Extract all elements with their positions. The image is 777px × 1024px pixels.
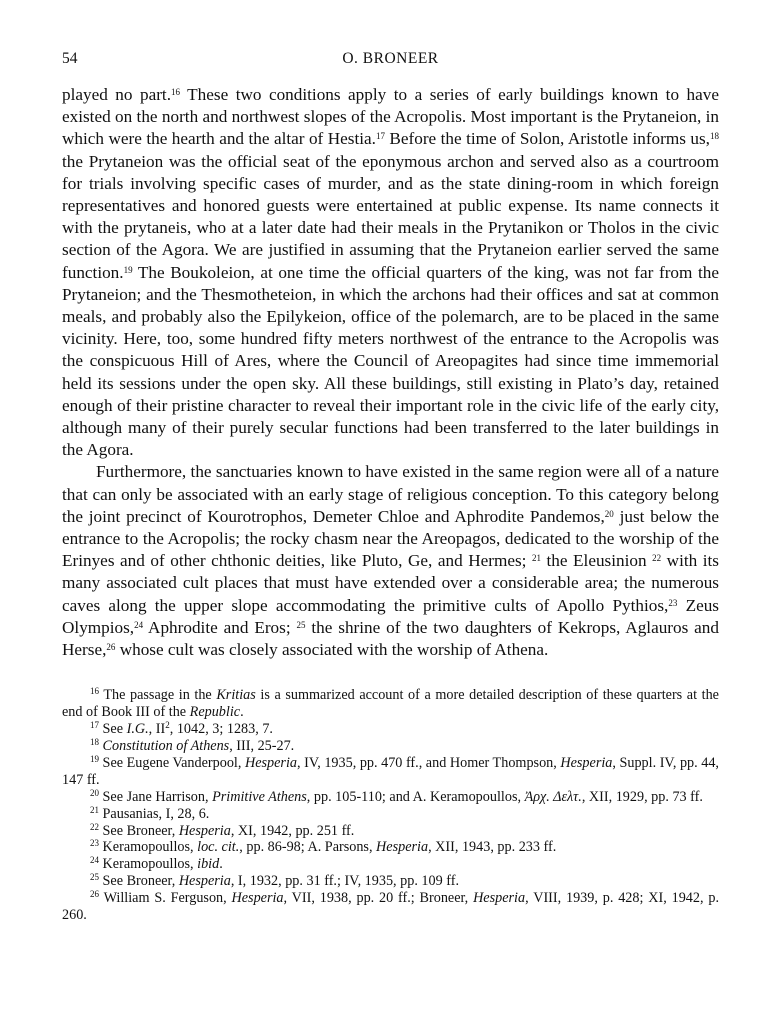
footnote-18 (62, 738, 719, 755)
text-run: is a summarized account of a more detailed description of these quarters at the end of Book III of the (62, 687, 719, 721)
italic-text: Ἀρχ. Δελτ. (524, 788, 582, 805)
italic-text: Hesperia (560, 754, 613, 771)
footnote-ref: 19 (123, 264, 133, 275)
italic-text: Hesperia (231, 890, 284, 907)
footnote-25 (62, 873, 719, 890)
paragraph-1 (62, 84, 719, 461)
footnote-number: 21 (90, 804, 99, 815)
footnote-ref: 17 (375, 131, 385, 142)
footnote-number: 16 (90, 686, 99, 697)
running-head (62, 50, 719, 74)
footnote-ref: 26 (106, 642, 116, 653)
italic-text: Kritias (216, 687, 256, 704)
footnote-ref: 20 (604, 508, 614, 519)
text-run: . (219, 856, 223, 873)
text-run: The passage in the (99, 687, 217, 704)
text-run: , XII, 1929, pp. 73 ff. (581, 788, 703, 805)
footnote-26 (62, 890, 719, 924)
footnote-number: 24 (90, 855, 99, 866)
text-run: See Jane Harrison, (99, 788, 213, 805)
footnote-ref: 24 (134, 619, 144, 630)
italic-text: I.G. (126, 721, 149, 738)
text-run: , III, 25-27. (229, 738, 295, 754)
footnote-ref: 16 (171, 87, 180, 98)
text-run: William S. Ferguson, (99, 890, 232, 907)
footnote-number: 18 (90, 737, 99, 748)
footnote-ref: 22 (652, 553, 662, 564)
footnote-number: 19 (90, 753, 99, 764)
text-run: Keramopoullos, (99, 856, 198, 873)
footnote-19 (62, 755, 719, 789)
footnotes (62, 687, 719, 924)
footnote-17 (62, 721, 719, 738)
italic-text: Hesperia (178, 822, 231, 839)
text-run: , XI, 1942, pp. 251 ff. (230, 822, 355, 839)
footnote-ref: 25 (296, 619, 306, 630)
text-run: , XII, 1943, pp. 233 ff. (428, 839, 557, 856)
text-run: , I, 1932, pp. 31 ff.; IV, 1935, pp. 109 ff. (230, 873, 460, 890)
text-run: Zeus Olympios, (62, 595, 719, 637)
footnote-16 (62, 687, 719, 721)
text-run: Before the time of Solon, Aristotle informs us, (384, 129, 710, 149)
text-run: the Prytaneion was the official seat of the eponymous archon and served also as a courtroom for trials involving specific cases of murder, and as the state dining-room in which foreign representatives and honored guests were entertained at public expense. Its name connects it with the prytaneis, who at a later date had their meals in the Prytanikon or Tholos in the civic section of the Agora. We are justified in assuming that the Prytaneion earlier served the same function. (62, 151, 719, 282)
text-run: , pp. 86-98; A. Parsons, (239, 839, 377, 856)
text-run: just below the entrance to the Acropolis; the rocky chasm near the Areopagos, dedicated to the worship of the Erinyes and of other chthonic deities, like Pluto, Ge, and Hermes; (62, 506, 719, 571)
text-run: See Broneer, (99, 873, 179, 890)
text-run: See (99, 721, 127, 738)
text-run: , VIII, 1939, p. 428; XI, 1942, p. 260. (62, 890, 719, 924)
footnote-number: 17 (90, 720, 99, 731)
footnote-number: 22 (90, 821, 99, 832)
italic-text: Hesperia (473, 890, 526, 907)
italic-text: Hesperia (244, 754, 297, 771)
paragraph-2 (62, 461, 719, 661)
text-run: , 1042, 3; 1283, 7. (169, 721, 273, 738)
italic-text: Primitive Athens (212, 788, 307, 805)
text-run: See Broneer, (99, 822, 179, 839)
body-text (62, 84, 719, 661)
text-run: Keramopoullos, (99, 839, 198, 856)
text-run: Furthermore, the sanctuaries known to have existed in the same region were all of a nature that can only be associated with an early stage of religious conception. To this category belong the joint precinct of Kourotrophos, Demeter Chloe and Aphrodite Pandemos, (62, 462, 719, 526)
footnote-number: 20 (90, 787, 99, 798)
italic-text: ibid (197, 856, 220, 873)
text-run: Aphrodite and Eros; (143, 617, 297, 637)
footnote-24 (62, 856, 719, 873)
italic-text: Hesperia (376, 839, 429, 856)
text-run: , pp. 105-110; and A. Keramopoullos, (306, 788, 525, 805)
text-run: These two conditions apply to a series of early buildings known to have existed on the north and northwest slopes of the Acropolis. Most important is the Prytaneion, in which were the hearth and the altar of Hestia. (62, 85, 719, 149)
text-run: whose cult was closely associated with the worship of Athena. (115, 640, 549, 660)
footnote-number: 23 (90, 838, 99, 849)
text-run: , II (148, 721, 166, 738)
text-run: Pausanias, I, 28, 6. (99, 805, 210, 822)
text-run: . (240, 704, 244, 721)
footnote-23 (62, 839, 719, 856)
footnote-ref: 21 (531, 553, 541, 564)
footnote-20 (62, 789, 719, 806)
italic-text: Hesperia (178, 873, 231, 890)
text-run: the shrine of the two daughters of Kekrops, Aglauros and Herse, (62, 617, 719, 660)
text-run: , VII, 1938, pp. 20 ff.; Broneer, (283, 890, 474, 907)
italic-text: Republic (189, 704, 241, 721)
page-number: 54 (62, 50, 78, 67)
text-run: with its many associated cult places that must have extended over a considerable area; the numerous caves along the upper slope accommodating the primitive cults of Apollo Pythios, (62, 551, 720, 615)
footnote-22 (62, 823, 719, 840)
footnote-number: 25 (90, 872, 99, 883)
footnote-ref: 23 (668, 597, 678, 608)
running-title: O. BRONEER (342, 50, 439, 67)
text-run: See Eugene Vanderpool, (99, 754, 245, 771)
text-run: , Suppl. IV, pp. 44, 147 ff. (62, 754, 719, 788)
text-run: played no part. (62, 85, 171, 104)
text-run: The Boukoleion, at one time the official quarters of the king, was not far from the Prytaneion; and the Thesmotheteion, in which the archons had their offices and sat at common meals, and probably also the Epilykeion, office of the polemarch, are to be placed in the same vicinity. Here, too, some hundred fifty meters northwest of the entrance to the Acropolis was the conspicuous Hill of Ares, where the Council of Areopagites had since time immemorial held its sessions under the open sky. All these buildings, still existing in Plato’s day, retained enough of their pristine character to reveal their important role in the civic life of the early city, although many of their purely secular functions had been transferred to the later buildings in the Agora. (62, 262, 719, 460)
italic-text: Constitution of Athens (102, 738, 230, 754)
italic-text: loc. cit. (197, 839, 240, 856)
footnote-21 (62, 806, 719, 823)
footnote-ref: 18 (709, 131, 719, 142)
text-run: , IV, 1935, pp. 470 ff., and Homer Thompson, (296, 754, 561, 771)
footnote-number: 26 (90, 889, 99, 900)
text-run: the Eleusinion (540, 551, 653, 571)
footnote-ref: 2 (165, 720, 170, 731)
